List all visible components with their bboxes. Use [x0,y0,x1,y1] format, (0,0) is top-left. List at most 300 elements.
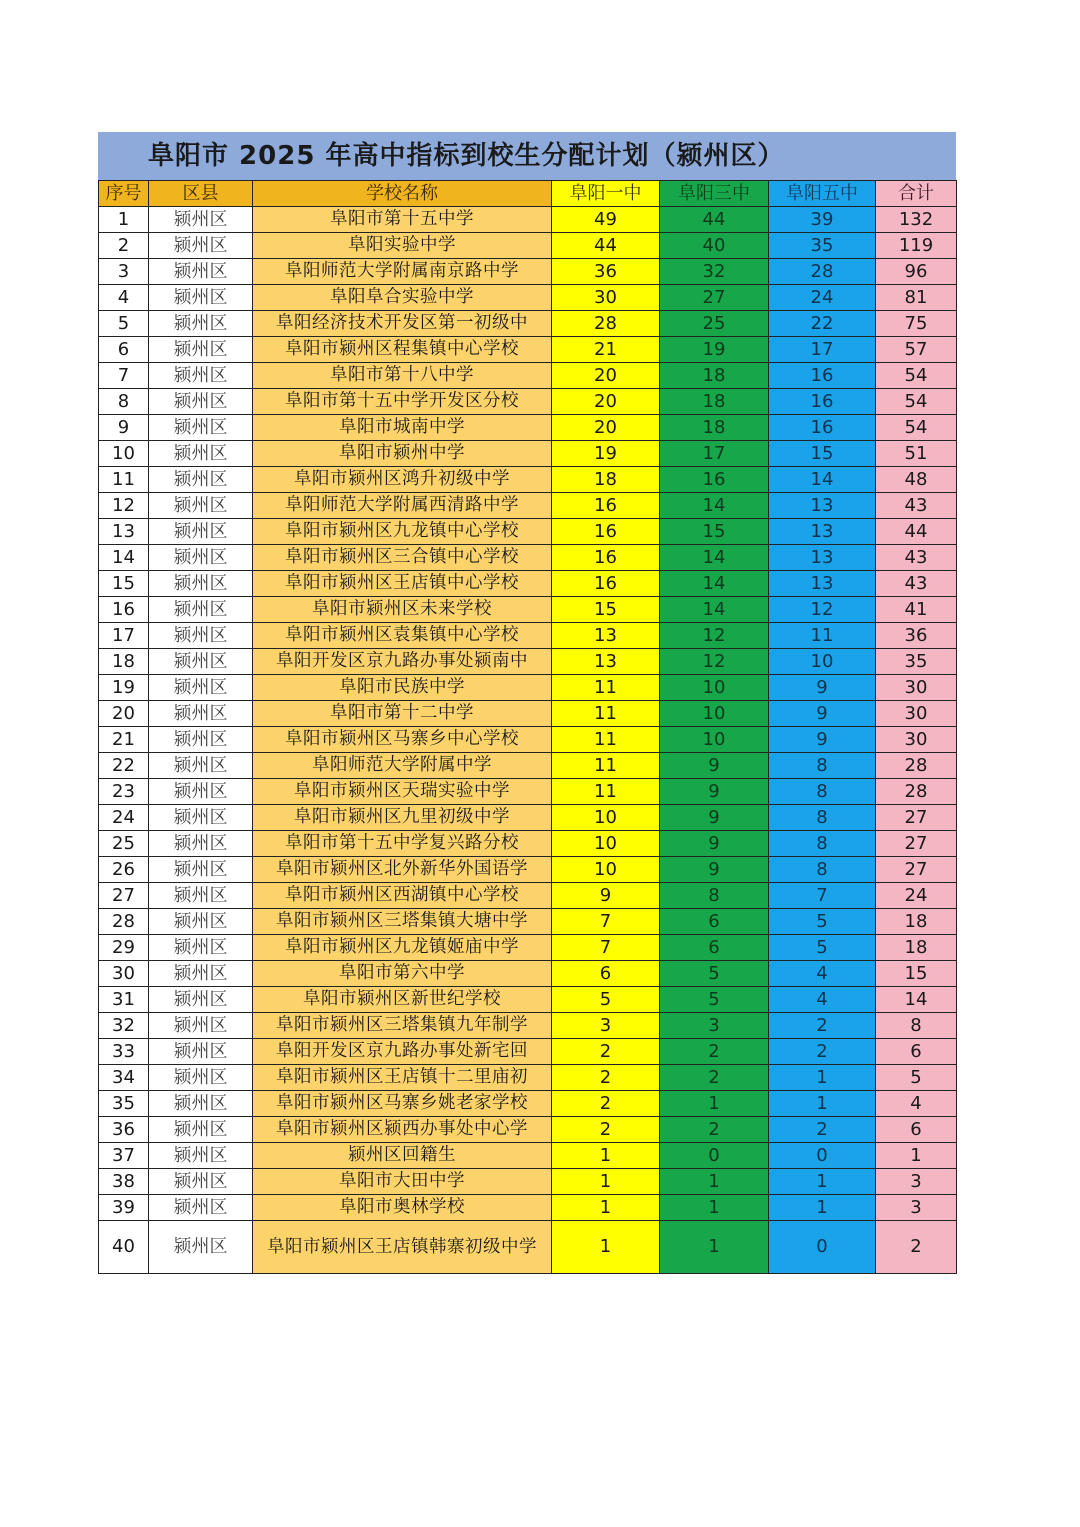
row-fuyang1-quota: 20 [552,363,660,389]
row-school-name: 阜阳阜合实验中学 [253,285,552,311]
row-seq: 9 [99,415,149,441]
row-fuyang1-quota: 7 [552,935,660,961]
row-total: 1 [876,1143,957,1169]
row-fuyang5-quota: 4 [769,961,876,987]
row-school-name: 阜阳市颍州区北外新华外国语学 [253,857,552,883]
row-district: 颍州区 [149,389,253,415]
row-seq: 11 [99,467,149,493]
row-fuyang3-quota: 5 [660,961,769,987]
table-row [99,623,957,649]
row-school-name: 阜阳市颍州区颍西办事处中心学 [253,1117,552,1143]
row-fuyang1-quota: 49 [552,207,660,233]
table-row [99,935,957,961]
row-district: 颍州区 [149,831,253,857]
row-district: 颍州区 [149,909,253,935]
row-fuyang5-quota: 15 [769,441,876,467]
row-school-name: 阜阳市颍州区九龙镇中心学校 [253,519,552,545]
row-district: 颍州区 [149,285,253,311]
row-fuyang1-quota: 11 [552,753,660,779]
table-row [99,441,957,467]
table-row [99,1195,957,1221]
row-total: 30 [876,701,957,727]
row-fuyang3-quota: 15 [660,519,769,545]
row-district: 颍州区 [149,987,253,1013]
row-fuyang5-quota: 13 [769,493,876,519]
row-fuyang1-quota: 28 [552,311,660,337]
table-row [99,415,957,441]
row-total: 5 [876,1065,957,1091]
table-body [99,207,957,1274]
row-seq: 10 [99,441,149,467]
row-fuyang1-quota: 3 [552,1013,660,1039]
table-row [99,233,957,259]
row-school-name: 阜阳市第十五中学复兴路分校 [253,831,552,857]
row-fuyang1-quota: 10 [552,805,660,831]
row-total: 75 [876,311,957,337]
header-school: 学校名称 [253,181,552,207]
header-row [99,181,957,207]
row-seq: 25 [99,831,149,857]
row-fuyang3-quota: 12 [660,623,769,649]
row-fuyang1-quota: 10 [552,857,660,883]
row-seq: 29 [99,935,149,961]
row-fuyang1-quota: 16 [552,493,660,519]
row-district: 颍州区 [149,311,253,337]
row-fuyang3-quota: 14 [660,571,769,597]
row-fuyang1-quota: 19 [552,441,660,467]
table-row [99,389,957,415]
row-fuyang5-quota: 8 [769,805,876,831]
table-row [99,909,957,935]
row-district: 颍州区 [149,1039,253,1065]
row-fuyang3-quota: 14 [660,545,769,571]
row-fuyang5-quota: 14 [769,467,876,493]
row-fuyang5-quota: 5 [769,909,876,935]
row-seq: 6 [99,337,149,363]
row-seq: 31 [99,987,149,1013]
row-seq: 24 [99,805,149,831]
row-school-name: 阜阳市颍州区王店镇韩寨初级中学 [253,1221,552,1274]
row-school-name: 阜阳开发区京九路办事处新宅回 [253,1039,552,1065]
row-school-name: 阜阳市颍州区程集镇中心学校 [253,337,552,363]
row-fuyang1-quota: 6 [552,961,660,987]
row-fuyang1-quota: 18 [552,467,660,493]
row-school-name: 阜阳市第十五中学开发区分校 [253,389,552,415]
row-fuyang5-quota: 0 [769,1143,876,1169]
table-row [99,207,957,233]
table-row [99,1013,957,1039]
row-school-name: 阜阳市第十五中学 [253,207,552,233]
row-seq: 18 [99,649,149,675]
row-seq: 16 [99,597,149,623]
row-school-name: 阜阳市奥林学校 [253,1195,552,1221]
row-total: 3 [876,1195,957,1221]
row-total: 54 [876,389,957,415]
row-total: 54 [876,415,957,441]
row-seq: 14 [99,545,149,571]
row-school-name: 阜阳市颍州区未来学校 [253,597,552,623]
row-fuyang1-quota: 20 [552,389,660,415]
row-district: 颍州区 [149,805,253,831]
row-fuyang1-quota: 13 [552,649,660,675]
row-school-name: 阜阳市颍州区三合镇中心学校 [253,545,552,571]
row-fuyang5-quota: 13 [769,571,876,597]
table-row [99,857,957,883]
row-fuyang3-quota: 9 [660,831,769,857]
row-fuyang1-quota: 2 [552,1117,660,1143]
row-total: 36 [876,623,957,649]
row-district: 颍州区 [149,363,253,389]
row-fuyang5-quota: 9 [769,701,876,727]
row-fuyang1-quota: 1 [552,1221,660,1274]
row-district: 颍州区 [149,259,253,285]
row-school-name: 阜阳市颍州区九龙镇姬庙中学 [253,935,552,961]
row-total: 43 [876,545,957,571]
row-fuyang3-quota: 1 [660,1091,769,1117]
row-school-name: 阜阳市颍州区三塔集镇九年制学 [253,1013,552,1039]
row-fuyang3-quota: 44 [660,207,769,233]
table-row [99,519,957,545]
row-fuyang1-quota: 11 [552,675,660,701]
row-fuyang5-quota: 13 [769,519,876,545]
row-total: 41 [876,597,957,623]
row-fuyang5-quota: 2 [769,1013,876,1039]
row-total: 24 [876,883,957,909]
row-seq: 40 [99,1221,149,1274]
row-school-name: 阜阳市颍州区马寨乡姚老家学校 [253,1091,552,1117]
row-district: 颍州区 [149,1169,253,1195]
row-school-name: 颍州区回籍生 [253,1143,552,1169]
row-fuyang5-quota: 8 [769,857,876,883]
table-row [99,467,957,493]
table-row [99,987,957,1013]
row-total: 54 [876,363,957,389]
table-row [99,1091,957,1117]
header-fuyang5: 阜阳五中 [769,181,876,207]
row-district: 颍州区 [149,883,253,909]
header-seq: 序号 [99,181,149,207]
row-total: 6 [876,1117,957,1143]
row-school-name: 阜阳市民族中学 [253,675,552,701]
row-school-name: 阜阳实验中学 [253,233,552,259]
row-school-name: 阜阳师范大学附属西清路中学 [253,493,552,519]
row-fuyang3-quota: 10 [660,675,769,701]
row-fuyang1-quota: 36 [552,259,660,285]
row-district: 颍州区 [149,415,253,441]
row-total: 28 [876,753,957,779]
row-school-name: 阜阳师范大学附属中学 [253,753,552,779]
table-row [99,779,957,805]
row-seq: 1 [99,207,149,233]
table-row [99,1065,957,1091]
row-seq: 19 [99,675,149,701]
row-fuyang1-quota: 2 [552,1039,660,1065]
row-fuyang5-quota: 12 [769,597,876,623]
row-fuyang5-quota: 5 [769,935,876,961]
row-fuyang3-quota: 19 [660,337,769,363]
header-total: 合计 [876,181,957,207]
table-row [99,883,957,909]
row-fuyang1-quota: 13 [552,623,660,649]
table-row [99,363,957,389]
row-district: 颍州区 [149,1221,253,1274]
row-seq: 2 [99,233,149,259]
row-district: 颍州区 [149,1117,253,1143]
row-fuyang3-quota: 27 [660,285,769,311]
table-row [99,597,957,623]
row-school-name: 阜阳市大田中学 [253,1169,552,1195]
row-school-name: 阜阳市颍州区鸿升初级中学 [253,467,552,493]
row-fuyang3-quota: 1 [660,1221,769,1274]
row-seq: 4 [99,285,149,311]
sheet-title: 阜阳市 2025 年高中指标到校生分配计划（颍州区） [98,132,956,180]
row-total: 27 [876,831,957,857]
row-fuyang3-quota: 2 [660,1065,769,1091]
row-total: 30 [876,675,957,701]
row-school-name: 阜阳市颍州区天瑞实验中学 [253,779,552,805]
row-fuyang5-quota: 2 [769,1039,876,1065]
row-total: 8 [876,1013,957,1039]
row-total: 15 [876,961,957,987]
row-seq: 23 [99,779,149,805]
table-row [99,1169,957,1195]
row-total: 18 [876,909,957,935]
row-total: 2 [876,1221,957,1274]
row-district: 颍州区 [149,207,253,233]
table-row [99,1143,957,1169]
row-school-name: 阜阳市颍州中学 [253,441,552,467]
row-total: 35 [876,649,957,675]
row-district: 颍州区 [149,233,253,259]
row-fuyang5-quota: 8 [769,831,876,857]
row-fuyang3-quota: 25 [660,311,769,337]
row-fuyang1-quota: 44 [552,233,660,259]
row-fuyang3-quota: 1 [660,1195,769,1221]
row-total: 81 [876,285,957,311]
allocation-sheet [98,132,956,1274]
row-seq: 5 [99,311,149,337]
row-total: 119 [876,233,957,259]
row-fuyang1-quota: 30 [552,285,660,311]
row-fuyang3-quota: 14 [660,493,769,519]
row-school-name: 阜阳市颍州区王店镇十二里庙初 [253,1065,552,1091]
row-district: 颍州区 [149,1195,253,1221]
table-row [99,571,957,597]
row-seq: 15 [99,571,149,597]
row-fuyang5-quota: 0 [769,1221,876,1274]
row-seq: 3 [99,259,149,285]
row-fuyang1-quota: 2 [552,1091,660,1117]
row-total: 51 [876,441,957,467]
table-row [99,727,957,753]
row-fuyang5-quota: 9 [769,675,876,701]
row-total: 43 [876,571,957,597]
row-fuyang1-quota: 10 [552,831,660,857]
row-fuyang3-quota: 9 [660,805,769,831]
row-fuyang3-quota: 9 [660,779,769,805]
row-fuyang3-quota: 18 [660,389,769,415]
row-district: 颍州区 [149,597,253,623]
row-fuyang1-quota: 1 [552,1195,660,1221]
row-seq: 33 [99,1039,149,1065]
row-school-name: 阜阳市第十二中学 [253,701,552,727]
table-row [99,285,957,311]
row-school-name: 阜阳市第十八中学 [253,363,552,389]
row-school-name: 阜阳市颍州区新世纪学校 [253,987,552,1013]
row-fuyang3-quota: 6 [660,935,769,961]
table-row [99,311,957,337]
row-seq: 22 [99,753,149,779]
row-seq: 21 [99,727,149,753]
row-seq: 32 [99,1013,149,1039]
row-fuyang3-quota: 40 [660,233,769,259]
row-fuyang5-quota: 9 [769,727,876,753]
row-fuyang3-quota: 2 [660,1039,769,1065]
header-fuyang3: 阜阳三中 [660,181,769,207]
row-seq: 28 [99,909,149,935]
row-district: 颍州区 [149,701,253,727]
row-fuyang1-quota: 20 [552,415,660,441]
row-fuyang5-quota: 2 [769,1117,876,1143]
row-total: 6 [876,1039,957,1065]
row-district: 颍州区 [149,727,253,753]
row-fuyang3-quota: 3 [660,1013,769,1039]
row-fuyang5-quota: 24 [769,285,876,311]
row-fuyang1-quota: 2 [552,1065,660,1091]
row-district: 颍州区 [149,1065,253,1091]
table-row [99,649,957,675]
row-fuyang5-quota: 39 [769,207,876,233]
row-total: 43 [876,493,957,519]
row-fuyang3-quota: 18 [660,415,769,441]
header-district: 区县 [149,181,253,207]
table-row [99,753,957,779]
row-seq: 38 [99,1169,149,1195]
table-row [99,1221,957,1274]
row-school-name: 阜阳市颍州区马寨乡中心学校 [253,727,552,753]
row-seq: 35 [99,1091,149,1117]
row-fuyang5-quota: 16 [769,389,876,415]
row-district: 颍州区 [149,779,253,805]
row-fuyang1-quota: 5 [552,987,660,1013]
row-fuyang1-quota: 9 [552,883,660,909]
row-total: 14 [876,987,957,1013]
row-district: 颍州区 [149,545,253,571]
row-fuyang3-quota: 0 [660,1143,769,1169]
table-row [99,545,957,571]
row-fuyang5-quota: 22 [769,311,876,337]
table-row [99,675,957,701]
row-school-name: 阜阳师范大学附属南京路中学 [253,259,552,285]
row-fuyang1-quota: 11 [552,727,660,753]
row-fuyang1-quota: 1 [552,1169,660,1195]
row-district: 颍州区 [149,571,253,597]
row-seq: 27 [99,883,149,909]
row-fuyang3-quota: 9 [660,753,769,779]
row-fuyang3-quota: 2 [660,1117,769,1143]
row-fuyang3-quota: 10 [660,727,769,753]
row-fuyang1-quota: 21 [552,337,660,363]
row-district: 颍州区 [149,1013,253,1039]
row-fuyang5-quota: 11 [769,623,876,649]
row-seq: 34 [99,1065,149,1091]
row-fuyang5-quota: 13 [769,545,876,571]
row-fuyang1-quota: 11 [552,779,660,805]
table-row [99,1117,957,1143]
row-fuyang3-quota: 32 [660,259,769,285]
row-fuyang3-quota: 17 [660,441,769,467]
row-total: 57 [876,337,957,363]
row-total: 132 [876,207,957,233]
row-district: 颍州区 [149,857,253,883]
row-fuyang1-quota: 16 [552,571,660,597]
row-fuyang3-quota: 1 [660,1169,769,1195]
row-fuyang1-quota: 11 [552,701,660,727]
row-seq: 8 [99,389,149,415]
table-row [99,259,957,285]
row-school-name: 阜阳市城南中学 [253,415,552,441]
row-school-name: 阜阳市颍州区九里初级中学 [253,805,552,831]
table-row [99,1039,957,1065]
row-total: 18 [876,935,957,961]
row-fuyang3-quota: 8 [660,883,769,909]
row-seq: 12 [99,493,149,519]
row-district: 颍州区 [149,1091,253,1117]
row-fuyang5-quota: 1 [769,1195,876,1221]
row-seq: 17 [99,623,149,649]
row-fuyang5-quota: 1 [769,1091,876,1117]
row-total: 96 [876,259,957,285]
row-fuyang3-quota: 14 [660,597,769,623]
row-fuyang5-quota: 7 [769,883,876,909]
row-fuyang1-quota: 15 [552,597,660,623]
row-seq: 39 [99,1195,149,1221]
row-fuyang1-quota: 16 [552,519,660,545]
row-school-name: 阜阳市颍州区西湖镇中心学校 [253,883,552,909]
row-fuyang5-quota: 16 [769,363,876,389]
row-total: 27 [876,805,957,831]
table-row [99,493,957,519]
row-seq: 26 [99,857,149,883]
row-fuyang5-quota: 1 [769,1169,876,1195]
row-seq: 36 [99,1117,149,1143]
row-seq: 20 [99,701,149,727]
row-fuyang1-quota: 1 [552,1143,660,1169]
row-fuyang1-quota: 16 [552,545,660,571]
row-district: 颍州区 [149,467,253,493]
row-fuyang3-quota: 9 [660,857,769,883]
row-total: 28 [876,779,957,805]
row-fuyang5-quota: 1 [769,1065,876,1091]
header-fuyang1: 阜阳一中 [552,181,660,207]
row-district: 颍州区 [149,649,253,675]
row-district: 颍州区 [149,623,253,649]
row-district: 颍州区 [149,441,253,467]
row-seq: 13 [99,519,149,545]
row-fuyang3-quota: 10 [660,701,769,727]
row-total: 3 [876,1169,957,1195]
row-seq: 7 [99,363,149,389]
row-seq: 37 [99,1143,149,1169]
row-fuyang3-quota: 6 [660,909,769,935]
row-seq: 30 [99,961,149,987]
row-fuyang3-quota: 5 [660,987,769,1013]
row-district: 颍州区 [149,753,253,779]
row-school-name: 阜阳市颍州区袁集镇中心学校 [253,623,552,649]
row-total: 48 [876,467,957,493]
row-school-name: 阜阳经济技术开发区第一初级中 [253,311,552,337]
row-fuyang3-quota: 18 [660,363,769,389]
